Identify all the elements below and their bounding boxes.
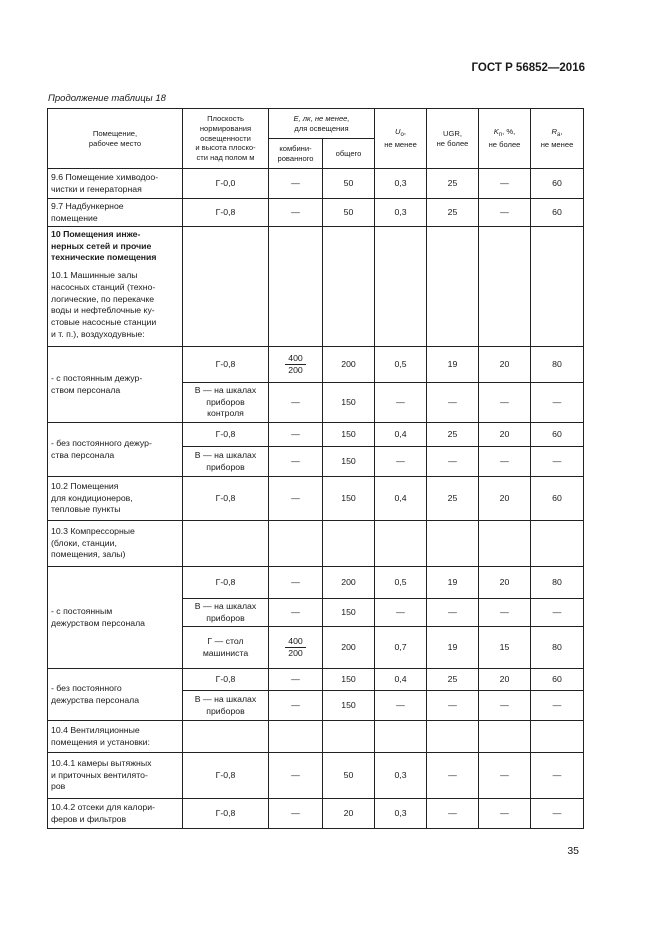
cell-ra: —	[531, 599, 584, 627]
cell-kp	[479, 227, 531, 347]
cell-kp: 20	[479, 423, 531, 447]
cell-plane	[183, 721, 269, 753]
cell-combined: —	[269, 669, 323, 691]
cell-general: 150	[323, 447, 375, 477]
fraction-value: $\frac{400}{200}$	[285, 353, 306, 376]
table-body	[48, 169, 584, 829]
col-header-uo: $U_o$, не менее	[375, 109, 427, 169]
cell-kp	[479, 721, 531, 753]
cell-ra: 80	[531, 567, 584, 599]
cell-kp: —	[479, 799, 531, 829]
table-row	[48, 799, 584, 829]
cell-uo: 0,4	[375, 423, 427, 447]
cell-plane: Г — стол машиниста	[183, 627, 269, 669]
cell-combined	[269, 227, 323, 347]
table-row	[48, 423, 584, 447]
cell-plane: В — на шкалах приборов	[183, 447, 269, 477]
col-header-ra: $R_a$, не менее	[531, 109, 584, 169]
cell-plane: Г-0,8	[183, 347, 269, 383]
cell-room: 10.2 Помещения для кондиционеров, тепловые пункты	[48, 477, 183, 521]
col-header-kp: $K_п$, %, не более	[479, 109, 531, 169]
cell-uo: —	[375, 599, 427, 627]
cell-room: 9.7 Надбункерное помещение	[48, 199, 183, 227]
cell-ugr	[427, 521, 479, 567]
table-row	[48, 669, 584, 691]
cell-ra: 60	[531, 669, 584, 691]
cell-room: 10.4 Вентиляционные помещения и установки:	[48, 721, 183, 753]
cell-kp: —	[479, 447, 531, 477]
table-caption: Продолжение таблицы 18	[48, 93, 166, 104]
col-header-illuminance: E, лк, не менее, для освещения	[269, 109, 375, 139]
cell-ugr: —	[427, 753, 479, 799]
cell-kp: —	[479, 599, 531, 627]
cell-ugr: —	[427, 447, 479, 477]
cell-plane: Г-0,8	[183, 477, 269, 521]
cell-general: 20	[323, 799, 375, 829]
table-row	[48, 567, 584, 599]
cell-uo: —	[375, 447, 427, 477]
cell-ra	[531, 721, 584, 753]
cell-general	[323, 521, 375, 567]
room-text: 10.1 Машинные залы насосных станций (техно- логические, по перекачке воды и нефтеблочные ку- стовые насосные станции и т. п.), воздуходувные:	[51, 270, 157, 339]
table-row	[48, 521, 584, 567]
cell-ra: 80	[531, 347, 584, 383]
cell-uo: 0,3	[375, 799, 427, 829]
col-header-room: Помещение, рабочее место	[48, 109, 183, 169]
cell-uo: 0,4	[375, 669, 427, 691]
cell-combined: —	[269, 199, 323, 227]
cell-combined: —	[269, 691, 323, 721]
cell-room: - без постоянного дежурства персонала	[48, 669, 183, 721]
cell-general: 200	[323, 347, 375, 383]
cell-combined	[269, 721, 323, 753]
cell-uo: —	[375, 691, 427, 721]
table-row	[48, 347, 584, 383]
col-header-ugr: UGR, не более	[427, 109, 479, 169]
cell-ugr: —	[427, 383, 479, 423]
cell-uo: —	[375, 383, 427, 423]
cell-uo: 0,5	[375, 567, 427, 599]
cell-room: 10.4.2 отсеки для калори- феров и фильтров	[48, 799, 183, 829]
cell-uo: 0,3	[375, 199, 427, 227]
cell-plane: Г-0,0	[183, 169, 269, 199]
cell-general: 50	[323, 199, 375, 227]
cell-ugr: 25	[427, 477, 479, 521]
page-number: 35	[567, 845, 579, 857]
cell-ra: —	[531, 799, 584, 829]
col-header-combined: комбини- рованного	[269, 139, 323, 169]
cell-room: 9.6 Помещение химводоо- чистки и генераторная	[48, 169, 183, 199]
cell-ra: 80	[531, 627, 584, 669]
cell-uo: 0,5	[375, 347, 427, 383]
cell-combined: —	[269, 753, 323, 799]
cell-kp: 20	[479, 477, 531, 521]
cell-kp: 15	[479, 627, 531, 669]
cell-combined: —	[269, 423, 323, 447]
cell-ra: —	[531, 447, 584, 477]
group-heading: 10 Помещения инже- нерных сетей и прочие технические помещения	[51, 229, 157, 263]
cell-ra	[531, 521, 584, 567]
cell-general: 150	[323, 383, 375, 423]
cell-general: 150	[323, 423, 375, 447]
cell-kp: —	[479, 383, 531, 423]
cell-ugr: —	[427, 691, 479, 721]
document-header: ГОСТ Р 56852—2016	[471, 62, 585, 74]
cell-kp: —	[479, 691, 531, 721]
cell-room: 10.3 Компрессорные (блоки, станции, помещения, залы)	[48, 521, 183, 567]
cell-combined: —	[269, 477, 323, 521]
cell-plane: Г-0,8	[183, 753, 269, 799]
cell-plane: В — на шкалах приборов	[183, 599, 269, 627]
cell-ra: 60	[531, 423, 584, 447]
fraction-value: $\frac{400}{200}$	[285, 636, 306, 659]
cell-uo: 0,3	[375, 753, 427, 799]
cell-plane: Г-0,8	[183, 199, 269, 227]
cell-general: 50	[323, 753, 375, 799]
cell-ugr: 25	[427, 199, 479, 227]
cell-uo	[375, 521, 427, 567]
cell-ra: —	[531, 383, 584, 423]
cell-combined: —	[269, 169, 323, 199]
table-row	[48, 477, 584, 521]
table-row	[48, 199, 584, 227]
cell-plane: В — на шкалах приборов контроля	[183, 383, 269, 423]
cell-uo	[375, 227, 427, 347]
cell-room: - с постоянным дежур- ством персонала	[48, 347, 183, 423]
table-row	[48, 169, 584, 199]
cell-general	[323, 721, 375, 753]
cell-plane: Г-0,8	[183, 567, 269, 599]
cell-ra: 60	[531, 169, 584, 199]
col-header-general: общего	[323, 139, 375, 169]
cell-ugr: 25	[427, 669, 479, 691]
table-row	[48, 227, 584, 347]
cell-plane: Г-0,8	[183, 799, 269, 829]
cell-plane	[183, 227, 269, 347]
cell-ugr: 25	[427, 169, 479, 199]
cell-general: 50	[323, 169, 375, 199]
cell-plane: В — на шкалах приборов	[183, 691, 269, 721]
cell-ra: 60	[531, 199, 584, 227]
cell-ra: —	[531, 753, 584, 799]
cell-kp: 20	[479, 669, 531, 691]
cell-general: 150	[323, 599, 375, 627]
cell-ugr: —	[427, 799, 479, 829]
cell-kp: —	[479, 169, 531, 199]
cell-kp	[479, 521, 531, 567]
col-header-plane: Плоскость нормирования освещенности и высота плоско- сти над полом м	[183, 109, 269, 169]
cell-ugr	[427, 227, 479, 347]
cell-general: 150	[323, 669, 375, 691]
cell-general	[323, 227, 375, 347]
cell-plane: Г-0,8	[183, 423, 269, 447]
cell-combined: —	[269, 447, 323, 477]
table-row	[48, 753, 584, 799]
cell-uo: 0,4	[375, 477, 427, 521]
cell-ugr: 19	[427, 627, 479, 669]
cell-combined: —	[269, 599, 323, 627]
cell-ugr: 19	[427, 567, 479, 599]
cell-kp: 20	[479, 567, 531, 599]
cell-general: 200	[323, 567, 375, 599]
cell-general: 150	[323, 691, 375, 721]
table-row	[48, 721, 584, 753]
cell-room: - без постоянного дежур- ства персонала	[48, 423, 183, 477]
cell-combined: —	[269, 799, 323, 829]
cell-ra: —	[531, 691, 584, 721]
cell-ugr	[427, 721, 479, 753]
cell-room	[48, 227, 183, 347]
cell-kp: 20	[479, 347, 531, 383]
cell-combined: —	[269, 383, 323, 423]
cell-uo: 0,3	[375, 169, 427, 199]
cell-ra: 60	[531, 477, 584, 521]
cell-uo	[375, 721, 427, 753]
cell-plane	[183, 521, 269, 567]
cell-combined	[269, 521, 323, 567]
cell-room: 10.4.1 камеры вытяжных и приточных вентилято- ров	[48, 753, 183, 799]
cell-uo: 0,7	[375, 627, 427, 669]
cell-combined	[269, 347, 323, 383]
cell-ugr: —	[427, 599, 479, 627]
cell-room: - с постоянным дежурством персонала	[48, 567, 183, 669]
cell-kp: —	[479, 753, 531, 799]
cell-kp: —	[479, 199, 531, 227]
cell-ugr: 25	[427, 423, 479, 447]
cell-combined: —	[269, 567, 323, 599]
cell-plane: Г-0,8	[183, 669, 269, 691]
cell-ra	[531, 227, 584, 347]
cell-ugr: 19	[427, 347, 479, 383]
cell-general: 200	[323, 627, 375, 669]
cell-combined	[269, 627, 323, 669]
lighting-table	[47, 108, 584, 829]
cell-general: 150	[323, 477, 375, 521]
